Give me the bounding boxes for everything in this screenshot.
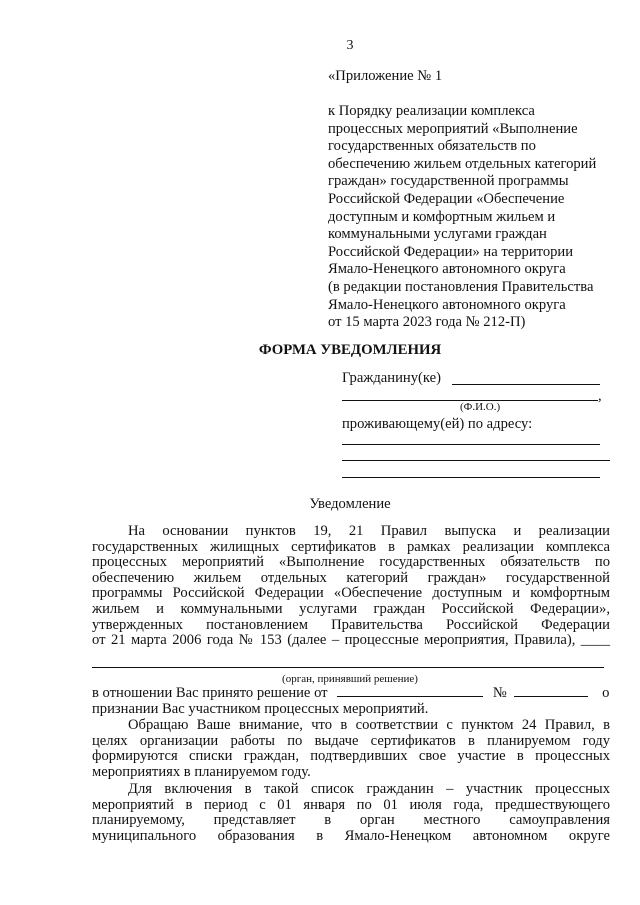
paragraph-2 — [92, 718, 610, 780]
decision-line-2: признании Вас участником процессных мероприятий. — [92, 700, 429, 717]
appendix-line: Российской Федерации «Обеспечение — [328, 190, 565, 207]
appendix-line: государственных обязательств по — [328, 138, 536, 155]
decision-text: в отношении Вас принято решение от — [92, 685, 328, 701]
address-line-2[interactable] — [342, 460, 610, 461]
appendix-title: «Приложение № 1 — [328, 68, 443, 84]
text-line: от 21 марта 2006 года № 153 (далее – процессные мероприятия, Правила), ____ — [92, 632, 610, 649]
text-line: Обращаю Ваше внимание, что в соответствии с пунктом 24 Правил, в — [128, 717, 610, 733]
appendix-line: от 15 марта 2023 года № 212-П) — [328, 314, 526, 331]
appendix-line: Ямало-Ненецкого автономного округа — [328, 261, 566, 278]
text-line: государственных жилищных сертификатов в рамках реализации комплекса — [92, 538, 610, 555]
text-line: На основании пунктов 19, 21 Правил выпуска и реализации — [128, 523, 610, 539]
address-line-3[interactable] — [342, 477, 600, 478]
text-line: Для включения в такой список гражданин – участник процессных — [128, 781, 610, 797]
appendix-line: граждан» государственной программы — [328, 173, 569, 190]
decision-date-line[interactable] — [337, 696, 483, 697]
organ-name-line[interactable] — [92, 667, 604, 668]
decision-o: о — [602, 685, 610, 701]
text-line: формируются списки граждан, подтвердивших свое участие в процессных — [92, 748, 610, 765]
appendix-line: коммунальными услугами граждан — [328, 226, 547, 243]
text-line: мероприятий в период с 01 января по 01 июля года, предшествующего — [92, 796, 610, 813]
text-line: муниципального образования в Ямало-Ненецком автономном округе — [92, 827, 610, 844]
citizen-label: Гражданину(ке) — [342, 370, 441, 386]
decision-number-line[interactable] — [514, 696, 588, 697]
paragraph-3 — [92, 782, 610, 844]
comma: , — [598, 388, 602, 404]
appendix-line: к Порядку реализации комплекса — [328, 103, 535, 119]
text-line: мероприятиях в планируемом году. — [92, 763, 311, 780]
paragraph-1 — [92, 524, 610, 649]
appendix-line: доступным и комфортным жильем и — [328, 208, 556, 225]
decision-line-1 — [92, 686, 610, 702]
address-line-1[interactable] — [342, 444, 600, 445]
decision-block — [92, 686, 610, 717]
form-title: ФОРМА УВЕДОМЛЕНИЯ — [258, 342, 442, 358]
text-line: программы Российской Федерации «Обеспечение доступным и комфортным — [92, 585, 610, 602]
appendix-line: (в редакции постановления Правительства — [328, 278, 594, 295]
notice-title: Уведомление — [309, 496, 391, 512]
text-line: обеспечению жильем отдельных категорий граждан» государственной — [92, 569, 610, 586]
text-line: процессных мероприятий «Выполнение государственных обязательств по — [92, 554, 610, 571]
appendix-line: Российской Федерации» на территории — [328, 243, 574, 260]
citizen-name-line[interactable] — [452, 384, 600, 385]
organ-caption: (орган, принявший решение) — [282, 673, 418, 685]
text-line: утвержденных постановлением Правительства Российской Федерации — [92, 616, 610, 633]
fio-caption: (Ф.И.О.) — [460, 401, 501, 413]
appendix-line: обеспечению жильем отдельных категорий — [328, 155, 597, 172]
page-number: 3 — [346, 38, 354, 53]
number-sign: № — [492, 685, 507, 701]
appendix-body — [328, 103, 628, 332]
text-line: планируемому, представляет в орган местного самоуправления — [92, 812, 610, 829]
text-line: целях организации работы по выдаче сертификатов в планируемом году — [92, 732, 610, 749]
appendix-line: процессных мероприятий «Выполнение — [328, 120, 578, 137]
residing-label: проживающему(ей) по адресу: — [342, 416, 533, 432]
text-line: жильем и коммунальными услугами граждан Российской Федерации», — [92, 600, 610, 617]
appendix-line: Ямало-Ненецкого автономного округа — [328, 296, 566, 313]
